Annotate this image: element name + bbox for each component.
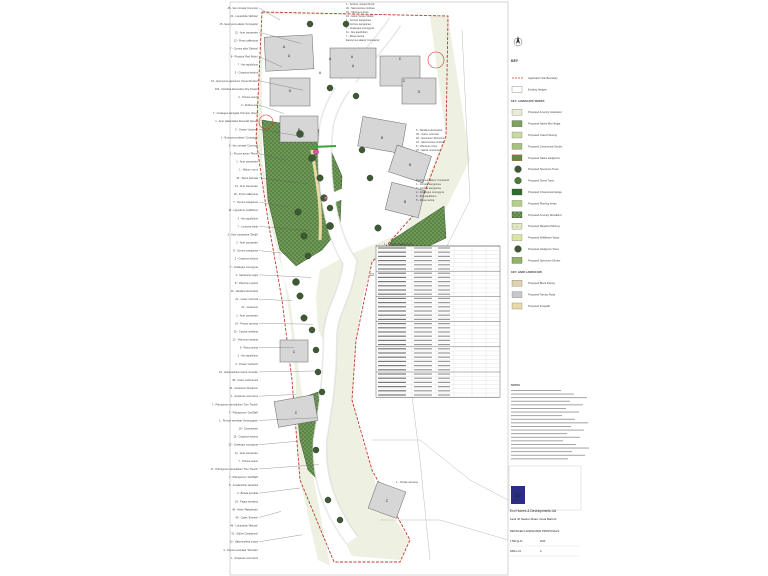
planting-callout-left: 7 - Cratægus laevigata 'Crimson Cloud' [212,112,258,116]
company-logo-text: fpcr [514,493,522,498]
legend-item: Proposed Amenity Woodland [528,213,562,217]
planting-callout-right: 6 - Cornus sanguinea [346,23,371,26]
planting-callout-left: 45 - Carex 'Everest' [235,516,258,520]
planting-callout-right: 7 - Cornus sanguinea [416,187,441,190]
legend-item: Proposed Wildflower Verge [528,236,560,240]
planting-callout-right: Euonymus alatus 'Compacta' [346,39,380,42]
planting-callout-right: 1 - Cornus sanguinea [416,183,441,186]
drawing-title: DETAILED LANDSCAPE PROPOSALS [510,529,560,533]
planting-callout-left: 7 - Prunus avium [238,459,258,463]
planting-callout-left: 12 - Viburnum lantana [232,338,258,342]
planting-callout-left: 21 - Lavandula 'Hidcote' [230,15,258,19]
planting-callout-left: 4 - Sambucus nigra [235,273,258,277]
plot-label: A [350,55,354,59]
planting-callout-left: 7 - Lonicera nitida [237,225,258,229]
planting-callout-left: 3 - Ornate 'Jachonii' [235,362,258,366]
planting-callout-right: 6 - Ilex aquifolium [416,195,437,198]
planting-callout-left: 3 - Betula pendula [236,492,258,496]
notes-title: NOTES [511,384,520,387]
planting-callout-left: 1 - Euonymus alatus 'Compacta' [220,136,258,140]
north-arrow-icon [514,36,522,46]
plot-label: B [408,163,412,167]
planting-schedule-table [376,246,500,397]
planting-callout-right: 40 - Sarcococca confusa [346,7,375,10]
planting-callout-left: 31 - Salvia 'Caradonna' [231,532,258,536]
legend-item: Proposed Ornamental Shrubs [528,145,563,149]
plot-label: C [294,411,298,415]
planting-callout-left: 8 - Viburnum opulus [234,281,258,285]
planting-callout-left: 5 - Ilex crenata 'Convexa' [228,144,258,148]
planting-callout-left: 10 - Nandina domestica [230,290,258,294]
legend-item: Proposed Specimen Trees [528,168,559,172]
planting-callout-left: 7 - Pittosporum 'Golf Ball' [228,411,258,415]
planting-callout-left: 1 - Malus x zumi [239,168,258,172]
planting-callout-left: 1 - Acer campestre [236,314,258,318]
planting-callout-left: 1 - Prunus serrulata 'Amanogawa' [219,419,258,423]
plot-label: G [288,89,292,93]
legend-item: Proposed Ornamental Hedge [528,191,562,194]
legend-title: KEY [511,59,518,63]
planting-callout-left: 8 - Photinia 'Red Robin' [230,55,258,59]
planting-callout-left: 2 - Ilex aquifolium [237,354,258,358]
planting-callout-left: 7 - Cornus alba 'Sibirica' [230,47,258,51]
planting-callout-left: 21 - Carex morrowii [235,298,258,302]
planting-callout-left: 46 - Taxus baccata [236,176,258,180]
planting-callout-left: 14 - Prunus spinosa [234,322,258,326]
planting-callout-left: 2 - Sorbus aria [240,104,258,108]
planting-callout-right: 1 - Sorbus 'Joseph Rock' [346,3,375,6]
planting-callout-left: 12 - Pyrus calleryana [233,39,258,43]
legend-item: Proposed Street Trees [528,179,554,183]
plot-label: B [297,128,301,132]
plot-label: A [282,45,286,49]
planting-callout-left: 1 - Prunus avium 'Plena' [230,152,258,156]
plot-label: C [398,57,402,61]
legend-item: Proposed Planting Areas [528,202,557,206]
legend-item: Proposed Meadow Planting [528,225,560,229]
legend-item: Proposed Native Hedgerow [528,156,560,160]
legend-item: KEY: HARD LANDSCAPE [511,270,543,274]
planting-callout-right: 12 - Sarcococca confusa [416,141,445,144]
legend-item: Proposed Tarmac Road [528,293,556,297]
drawing-scale: 1:500 @ A1 [510,540,523,543]
drawing-date: 2019 [540,540,546,543]
planting-callout-right: 27 - Salvia nemorosa [416,149,441,152]
planting-callout-left: 7 - Cratægus monogyna [230,265,258,269]
planting-callout-right: 16 - Hebe 'Green Globe' [346,15,374,18]
planting-callout-left: 45 - Hebe 'Rakaiensis' [232,508,258,512]
legend-item: Proposed Specimen Shrubs [528,259,561,263]
planting-callout-left: 8 - Cornus sanguinea [233,249,258,253]
planting-callout-left: 14 - Ligustrum ovalifolium [228,209,258,213]
legend-item: Existing Hedges [528,88,547,92]
legend-item: Proposed Amenity Grassland [528,111,562,115]
planting-callout-left: 103 - Nandina domestica 'Fire Power' [214,87,258,91]
planting-callout-left: 11 - Acer campestre [234,451,258,455]
planting-callout-right: 1 - Ornate amoena [396,481,418,484]
planting-callout-left: 1 - Juniperus communis [230,395,258,399]
planting-callout-right: 2 - Cratægus monogyna [416,191,444,194]
building-plot [330,48,376,78]
legend-item: Proposed Grass Planting [528,134,557,137]
planting-callout-left: 15 - Corylus avellana [233,330,258,334]
planting-callout-left: 24 - Geranium 'Rozanne' [229,387,258,391]
planting-callout-left: 3 - Ilex aquifolium [237,217,258,221]
planting-callout-left: 7 - Cornus sanguinea [233,201,258,205]
planting-callout-left: 3 - Prunus serrulata 'Tai Haku' [223,548,258,552]
planting-callout-left: 15 - Carpinus betulus [233,435,258,439]
planting-callout-right: 26 - Viburnum tinus [346,11,369,14]
planting-callout-left: 7 - Pittosporum tenuifolium 'Tom Thumb' [211,403,258,407]
plot-label: A [318,71,322,75]
planting-callout-left: 15 - Euonymus alatus 'Compacta' [219,23,258,27]
drawing-number: 9390-L-01 [510,550,521,553]
planting-callout-left: 46 - Lavandula 'Hidcote' [230,524,258,528]
planting-callout-right: 7 - Cratægus monogyna [346,27,374,30]
legend-panel [511,59,563,309]
planting-callout-left: 2 - Prunus avium [238,95,258,99]
planting-callout-left: 45 - Ilex crenata 'Convexa' [227,7,258,10]
plot-label: C [385,499,389,503]
planting-callout-left: 14 - Acer campestre [234,184,258,188]
planting-callout-left: 7 - Ilex aquifolium [237,63,258,67]
planting-callout-right: 8 - Viburnum tinus [416,145,438,148]
planting-callout-left: 1 - Juniperus communis [230,556,258,560]
planting-callout-left: 18 - Pyrus calleryana [233,193,258,196]
street-label: C2 [369,273,375,277]
plot-label: C [402,79,406,83]
planting-callout-left: 1 - Acer platanoides 'Emerald Queen' [215,120,258,124]
legend-item: Proposed Native Mix Hedge [528,122,561,126]
planting-callout-right: 1 - Sorbus 'Joseph Rock' [384,243,413,246]
legend-item: Proposed Hedgerow Trees [528,248,559,251]
planting-callout-right: 1 - Cornus sanguinea [346,19,371,22]
planting-callout-right: 5 - Nandina domestica [416,129,442,132]
planting-callout-left: 12 - Hakonechloa macra [229,540,258,544]
planting-callout-left: 7 - Pittosporum 'Golf Ball' [228,476,258,480]
legend-item: Application Site Boundary [528,77,558,80]
planting-callout-right: 30 - Carex morrowii [416,133,439,136]
planting-callout-right: 11 - Ilex aquifolium [346,31,368,34]
plot-label: B [403,200,407,204]
planting-callout-left: 12 - Acer campestre [234,31,258,35]
planting-callout-left: 12 - Cratægus monogyna [228,443,258,447]
legend-item: KEY: LANDSCAPE WORKS [511,99,545,103]
plot-label: B [380,136,384,140]
planting-callout-right: Euonymus alatus 'Compacta' [416,179,450,182]
notes-block [511,383,589,459]
plot-label: G [417,90,421,94]
plot-label: C [292,350,296,354]
drawing-revision: A [540,550,542,553]
plot-label: A [328,57,332,61]
planting-callout-right: 5 - Rosa canina [416,199,435,202]
planting-callout-right: 40 - Geranium 'Rozanne' [416,137,445,140]
planting-callout-left: 38 - Carex oshimensis [232,379,258,382]
planting-callout-left: 16 - Euonymus japonicus 'Green Rocket' [211,79,258,83]
planting-callout-left: 2 - Carpinus betulus [234,257,258,261]
client-name: Eco Homes & Developments Ltd [510,509,557,513]
planting-callout-left: 6 - Rosa canina [239,346,258,350]
plot-label: A [287,54,291,58]
planting-callout-left: 31 - Geranium [241,306,258,310]
planting-callout-left: 17 - Pittosporum tenuifolium 'Tom Thumb' [210,467,258,471]
planting-callout-left: 5 - Amelanchier lamarckii [229,484,258,488]
planting-callout-left: 19 - Cotoneaster [238,427,258,431]
planting-callout-left: 16 - Fagus sylvatica [234,500,258,504]
plot-label: A [351,64,355,68]
planting-callout-left: 1 - Acer campestre [236,160,258,164]
planting-callout-left: 3 - Acer campestre [236,241,258,245]
legend-item: Proposed Block Paving [528,282,555,286]
planting-callout-left: 2 - Acer campestre 'Elsrijk' [227,233,258,237]
planting-callout-left: 16 - Hakonechloa macra 'Aureola' [219,370,258,374]
legend-item: Proposed Footpath [528,305,551,308]
planting-callout-left: 2 - Ornate 'Jachonii' [235,128,258,132]
planting-callout-left: 3 - Carpinus betulus [234,71,258,75]
title-block [509,466,581,556]
project-name: Land off Newton Road, Great Barford [510,517,557,521]
planting-callout-right: 7 - Rosa canina [346,35,365,38]
